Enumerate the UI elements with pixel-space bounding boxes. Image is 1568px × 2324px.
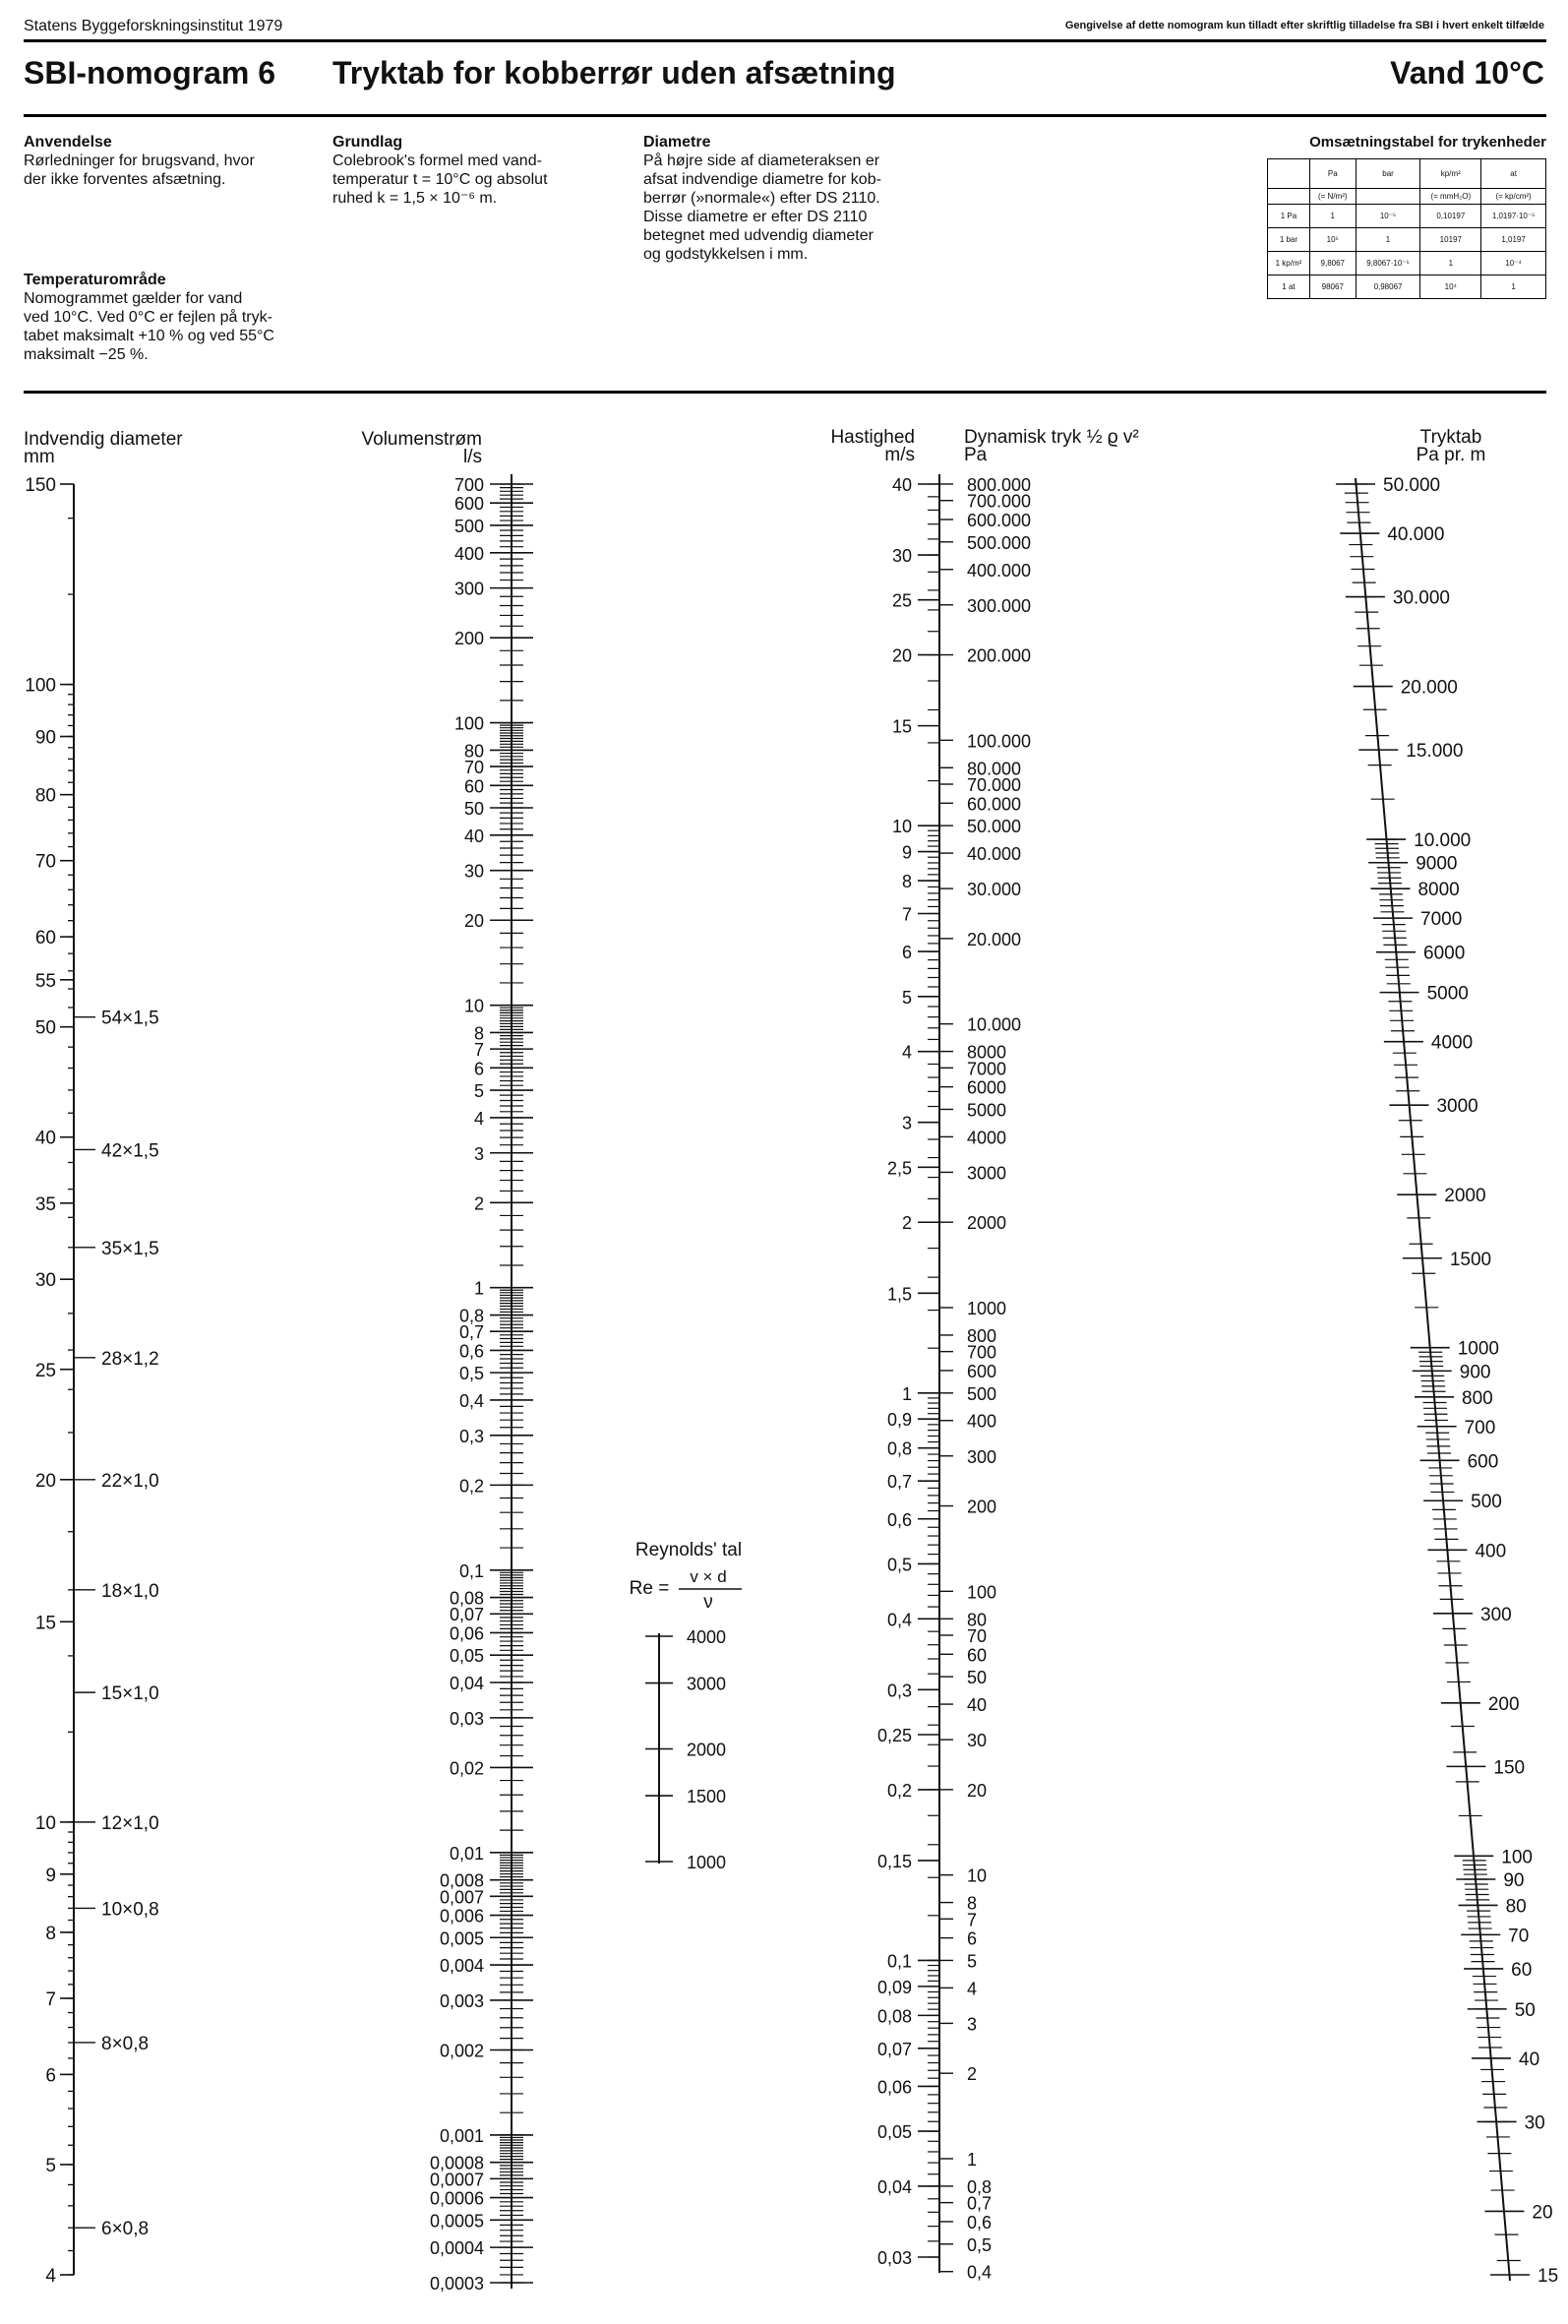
pipe-label: 22×1,0: [101, 1470, 159, 1492]
dynamic-tick-label: 7000: [967, 1059, 1007, 1079]
dynamic-tick-label: 8000: [967, 1042, 1007, 1063]
flow-tick-label: 0,003: [439, 1990, 484, 2011]
loss-tick-label: 90: [1503, 1869, 1525, 1891]
flow-tick-label: 3: [473, 1143, 484, 1164]
section-body: På højre side af diameteraksen er afsat indvendige diametre for kob- berrør (»normale«) efter DS 2110. Disse diametre er efter DS 2110 betegnet med udvendig diameter og godstykkelsen i mm.: [643, 153, 881, 263]
dynamic-tick-label: 4: [967, 1979, 978, 1999]
table-cell: 0,98067: [1356, 275, 1420, 299]
flow-tick-label: 0,06: [449, 1623, 484, 1644]
dynamic-tick-label: 500.000: [967, 532, 1032, 553]
loss-tick-label: 9000: [1416, 853, 1458, 875]
flow-tick-label: 100: [453, 713, 484, 734]
loss-tick-label: 7000: [1420, 909, 1463, 931]
flow-tick-label: 0,03: [449, 1708, 484, 1729]
flow-tick-label: 50: [463, 799, 484, 820]
dynamic-tick-label: 70.000: [967, 775, 1022, 796]
loss-tick-label: 3000: [1436, 1096, 1478, 1118]
loss-tick-label: 50: [1514, 1999, 1536, 2021]
flow-tick-label: 7: [473, 1040, 484, 1061]
diameter-tick-label: 100: [25, 675, 56, 697]
table-cell: (= mmH₂O): [1420, 189, 1481, 205]
loss-axis-unit: Pa pr. m: [1416, 445, 1486, 465]
dynamic-tick-label: 20: [967, 1780, 988, 1801]
loss-tick-label: 10.000: [1414, 830, 1472, 852]
flow-tick-label: 0,005: [439, 1928, 484, 1949]
velocity-tick-label: 1: [901, 1383, 912, 1404]
flow-tick-label: 0,004: [439, 1956, 484, 1977]
dynamic-tick-label: 0,4: [967, 2262, 993, 2283]
diameter-tick-label: 7: [45, 1988, 56, 2010]
diameter-tick-label: 9: [45, 1865, 56, 1886]
flow-tick-label: 10: [463, 996, 484, 1016]
velocity-tick-label: 0,3: [886, 1681, 912, 1701]
flow-tick-label: 0,007: [439, 1887, 484, 1908]
diameter-tick-label: 30: [34, 1270, 56, 1292]
section-title: Grundlag: [332, 134, 403, 151]
table-cell: 1 bar: [1268, 228, 1310, 252]
dynamic-tick-label: 1: [967, 2149, 978, 2170]
dynamic-tick-label: 0,5: [967, 2234, 993, 2255]
flow-tick-label: 20: [463, 911, 484, 932]
dynamic-tick-label: 500: [967, 1383, 997, 1404]
section-body: Rørledninger for brugsvand, hvor der ikke forventes afsætning.: [24, 153, 255, 188]
diameter-tick-label: 80: [34, 785, 56, 807]
reynolds-tick-label: 3000: [687, 1674, 727, 1694]
loss-tick-label: 600: [1467, 1451, 1499, 1473]
table-cell: 98067: [1309, 275, 1356, 299]
flow-tick-label: 2: [473, 1193, 484, 1214]
dynamic-tick-label: 600.000: [967, 510, 1032, 530]
reynolds-tick-label: 1000: [687, 1853, 727, 1872]
velocity-tick-label: 2,5: [886, 1158, 912, 1179]
velocity-tick-label: 0,25: [876, 1726, 912, 1746]
loss-tick-label: 30.000: [1392, 587, 1451, 609]
dynamic-tick-label: 100: [967, 1582, 997, 1603]
velocity-tick-label: 8: [901, 872, 912, 892]
flow-tick-label: 1: [473, 1278, 484, 1299]
table-cell: 1,0197: [1481, 228, 1546, 252]
table-cell: 10⁻⁵: [1356, 205, 1420, 228]
dynamic-tick-label: 10: [967, 1865, 988, 1886]
velocity-tick-label: 0,9: [886, 1410, 912, 1431]
section-title: Temperaturområde: [24, 272, 166, 288]
dynamic-tick-label: 6000: [967, 1077, 1007, 1098]
table-cell: 10⁵: [1309, 228, 1356, 252]
velocity-tick-label: 40: [891, 475, 912, 495]
page-title: Tryktab for kobberrør uden afsætning: [332, 55, 896, 91]
dynamic-tick-label: 80.000: [967, 759, 1022, 779]
velocity-tick-label: 0,15: [876, 1851, 912, 1871]
flow-tick-label: 0,04: [449, 1674, 484, 1694]
table-cell: 1: [1356, 228, 1420, 252]
dynamic-tick-label: 3: [967, 2014, 978, 2035]
velocity-tick-label: 0,6: [886, 1509, 912, 1530]
flow-tick-label: 0,0003: [429, 2274, 484, 2293]
loss-tick-label: 150: [1493, 1757, 1526, 1779]
loss-tick-label: 8000: [1417, 880, 1460, 901]
table-cell: (= kp/cm²): [1481, 189, 1546, 205]
reynolds-tick-label: 2000: [687, 1740, 727, 1760]
table-cell: 1: [1420, 252, 1481, 275]
diameter-tick-label: 15: [34, 1613, 56, 1634]
flow-tick-label: 0,0004: [429, 2238, 484, 2259]
dynamic-tick-label: 0,7: [967, 2193, 993, 2214]
velocity-tick-label: 0,5: [886, 1555, 912, 1575]
table-cell: 1,0197·10⁻⁵: [1481, 205, 1546, 228]
pipe-label: 42×1,5: [101, 1140, 159, 1162]
loss-tick-label: 4000: [1430, 1032, 1474, 1054]
flow-tick-label: 0,07: [449, 1605, 484, 1625]
dynamic-tick-label: 70: [967, 1625, 988, 1646]
diameter-tick-label: 5: [45, 2155, 56, 2176]
loss-tick-label: 15.000: [1406, 741, 1464, 763]
dynamic-tick-label: 800.000: [967, 474, 1032, 495]
loss-tick-label: 70: [1508, 1926, 1530, 1947]
loss-tick-label: 20: [1532, 2202, 1553, 2224]
loss-tick-label: 1500: [1449, 1249, 1492, 1270]
velocity-tick-label: 7: [901, 904, 912, 925]
dynamic-tick-label: 40.000: [967, 844, 1022, 865]
table-cell: 1 at: [1268, 275, 1310, 299]
reynolds-formula-den: ν: [703, 1592, 713, 1613]
dynamic-tick-label: 30: [967, 1731, 988, 1751]
flow-tick-label: 70: [463, 758, 484, 778]
velocity-tick-label: 10: [891, 817, 912, 837]
velocity-tick-label: 0,03: [876, 2248, 912, 2268]
flow-tick-label: 0,008: [439, 1870, 484, 1891]
diameter-tick-label: 70: [34, 851, 56, 873]
flow-tick-label: 0,4: [458, 1390, 484, 1411]
flow-tick-label: 0,7: [458, 1322, 484, 1343]
table-cell: 10⁴: [1420, 275, 1481, 299]
diameter-tick-label: 25: [34, 1360, 56, 1381]
pipe-label: 35×1,5: [101, 1238, 159, 1259]
dynamic-tick-label: 40: [967, 1695, 988, 1716]
diameter-tick-label: 4: [45, 2266, 56, 2287]
dynamic-tick-label: 2000: [967, 1213, 1007, 1234]
flow-tick-label: 400: [453, 543, 484, 564]
flow-tick-label: 0,6: [458, 1341, 484, 1362]
velocity-axis-title: Hastighed: [830, 427, 915, 448]
loss-tick-label: 6000: [1423, 943, 1466, 964]
loss-tick-label: 900: [1459, 1362, 1491, 1383]
section-title: Diametre: [643, 134, 711, 151]
reynolds-title: Reynolds' tal: [634, 1540, 743, 1560]
velocity-tick-label: 0,2: [886, 1780, 912, 1801]
dynamic-tick-label: 700: [967, 1342, 997, 1363]
dynamic-tick-label: 30.000: [967, 880, 1022, 900]
flow-tick-label: 0,02: [449, 1758, 484, 1779]
flow-tick-label: 0,0007: [429, 2170, 484, 2190]
loss-tick-label: 30: [1524, 2112, 1545, 2134]
velocity-tick-label: 0,08: [876, 2006, 912, 2027]
diameter-tick-label: 10: [34, 1812, 56, 1834]
section-title: Anvendelse: [24, 134, 112, 151]
dynamic-tick-label: 300: [967, 1446, 997, 1467]
velocity-tick-label: 3: [901, 1113, 912, 1133]
flow-tick-label: 0,1: [458, 1560, 484, 1581]
pipe-label: 15×1,0: [101, 1683, 159, 1705]
velocity-tick-label: 0,7: [886, 1472, 912, 1493]
diameter-axis-unit: mm: [24, 447, 55, 467]
dynamic-tick-label: 100.000: [967, 731, 1032, 752]
dynamic-tick-label: 400: [967, 1411, 997, 1432]
velocity-tick-label: 0,4: [886, 1610, 912, 1630]
velocity-axis-unit: m/s: [884, 445, 915, 465]
medium-label: Vand 10°C: [1390, 55, 1544, 91]
dynamic-tick-label: 3000: [967, 1163, 1007, 1184]
loss-tick-label: 80: [1505, 1896, 1527, 1918]
velocity-tick-label: 0,05: [876, 2122, 912, 2143]
diameter-tick-label: 60: [34, 928, 56, 949]
velocity-tick-label: 5: [901, 987, 912, 1008]
table-cell: (= N/m²): [1309, 189, 1356, 205]
loss-tick-label: 1000: [1457, 1338, 1499, 1360]
diameter-tick-label: 50: [34, 1017, 56, 1039]
flow-tick-label: 4: [473, 1108, 484, 1129]
dynamic-tick-label: 5000: [967, 1100, 1007, 1121]
pipe-label: 28×1,2: [101, 1348, 159, 1370]
diameter-tick-label: 40: [34, 1128, 56, 1149]
diameter-tick-label: 150: [25, 475, 56, 496]
loss-tick-label: 400: [1475, 1541, 1507, 1562]
velocity-tick-label: 25: [891, 590, 912, 611]
table-cell: Pa: [1309, 159, 1356, 189]
table-cell: 1 Pa: [1268, 205, 1310, 228]
flow-tick-label: 0,001: [439, 2125, 484, 2146]
flow-tick-label: 80: [463, 741, 484, 762]
dynamic-tick-label: 50.000: [967, 817, 1022, 837]
loss-tick-label: 700: [1464, 1417, 1496, 1438]
flow-tick-label: 5: [473, 1081, 484, 1102]
table-cell: 10⁻⁴: [1481, 252, 1546, 275]
reynolds-formula-num: v × d: [690, 1567, 727, 1586]
table-cell: 1: [1481, 275, 1546, 299]
loss-tick-label: 20.000: [1400, 677, 1458, 699]
institute-label: Statens Byggeforskningsinstitut 1979: [24, 18, 283, 34]
flow-tick-label: 0,01: [449, 1843, 484, 1864]
flow-tick-label: 40: [463, 826, 484, 846]
pipe-label: 8×0,8: [101, 2033, 150, 2054]
velocity-tick-label: 30: [891, 546, 912, 567]
flow-tick-label: 0,05: [449, 1646, 484, 1667]
dynamic-tick-label: 800: [967, 1325, 997, 1346]
nomogram-id: SBI-nomogram 6: [24, 55, 276, 91]
diameter-tick-label: 35: [34, 1193, 56, 1215]
loss-tick-label: 60: [1511, 1959, 1533, 1981]
velocity-tick-label: 20: [891, 645, 912, 666]
table-cell: 1 kp/m²: [1268, 252, 1310, 275]
dynamic-tick-label: 60.000: [967, 794, 1022, 815]
loss-tick-label: 40.000: [1387, 524, 1445, 546]
table-cell: kp/m²: [1420, 159, 1481, 189]
flow-tick-label: 0,0008: [429, 2153, 484, 2173]
dynamic-tick-label: 20.000: [967, 929, 1022, 949]
flow-tick-label: 6: [473, 1059, 484, 1079]
pipe-label: 54×1,5: [101, 1008, 159, 1029]
flow-axis-unit: l/s: [463, 447, 482, 467]
diameter-tick-label: 55: [34, 970, 56, 992]
loss-tick-label: 2000: [1444, 1186, 1486, 1207]
flow-tick-label: 0,08: [449, 1588, 484, 1609]
diameter-tick-label: 20: [34, 1470, 56, 1492]
flow-tick-label: 0,002: [439, 2041, 484, 2061]
dynamic-tick-label: 7: [967, 1910, 978, 1930]
flow-axis-title: Volumenstrøm: [361, 429, 482, 450]
loss-tick-label: 50.000: [1383, 475, 1441, 496]
diameter-tick-label: 6: [45, 2065, 56, 2087]
loss-axis-title: Tryktab: [1419, 427, 1482, 448]
diameter-tick-label: 90: [34, 727, 56, 749]
flow-tick-label: 700: [453, 475, 484, 495]
diameter-tick-label: 8: [45, 1923, 56, 1944]
table-cell: 10197: [1420, 228, 1481, 252]
pipe-label: 6×0,8: [101, 2219, 150, 2240]
flow-tick-label: 0,3: [458, 1426, 484, 1446]
flow-tick-label: 500: [453, 516, 484, 536]
dynamic-tick-label: 2: [967, 2064, 978, 2085]
table-cell: 9,8067: [1309, 252, 1356, 275]
loss-tick-label: 200: [1487, 1693, 1520, 1715]
velocity-tick-label: 9: [901, 842, 912, 863]
section-body: Nomogrammet gælder for vand ved 10°C. Ved 0°C er fejlen på tryk- tabet maksimalt +10 % og ved 55°C maksimalt −25 %.: [24, 290, 274, 363]
reynolds-tick-label: 4000: [687, 1627, 727, 1647]
loss-tick-label: 300: [1480, 1604, 1512, 1625]
flow-tick-label: 600: [453, 494, 484, 515]
table-cell: bar: [1356, 159, 1420, 189]
dynamic-tick-label: 200: [967, 1497, 997, 1517]
velocity-tick-label: 6: [901, 943, 912, 963]
dynamic-tick-label: 600: [967, 1361, 997, 1381]
flow-tick-label: 8: [473, 1023, 484, 1044]
velocity-tick-label: 0,06: [876, 2077, 912, 2098]
pipe-label: 10×0,8: [101, 1899, 159, 1921]
velocity-tick-label: 0,07: [876, 2039, 912, 2059]
velocity-tick-label: 0,8: [886, 1438, 912, 1459]
loss-tick-label: 500: [1471, 1492, 1502, 1513]
dynamic-tick-label: 8: [967, 1893, 978, 1914]
loss-tick-label: 800: [1462, 1387, 1493, 1409]
velocity-tick-label: 1,5: [886, 1284, 912, 1305]
flow-tick-label: 0,0005: [429, 2211, 484, 2232]
velocity-tick-label: 15: [891, 716, 912, 737]
velocity-tick-label: 0,1: [886, 1951, 912, 1972]
flow-tick-label: 0,5: [458, 1364, 484, 1384]
dynamic-tick-label: 4000: [967, 1128, 1007, 1148]
flow-tick-label: 0,006: [439, 1906, 484, 1926]
pipe-label: 18×1,0: [101, 1580, 159, 1602]
velocity-tick-label: 2: [901, 1213, 912, 1234]
dynamic-tick-label: 1000: [967, 1298, 1007, 1318]
dynamic-tick-label: 5: [967, 1951, 978, 1972]
table-cell: at: [1481, 159, 1546, 189]
velocity-tick-label: 0,04: [876, 2176, 912, 2197]
flow-tick-label: 30: [463, 861, 484, 882]
table-cell: 0,10197: [1420, 205, 1481, 228]
table-cell: 1: [1309, 205, 1356, 228]
loss-tick-label: 5000: [1426, 983, 1469, 1005]
loss-tick-label: 15: [1538, 2266, 1559, 2287]
dynamic-tick-label: 700.000: [967, 491, 1032, 512]
dynamic-axis-title: Dynamisk tryk ½ ϱ v²: [964, 427, 1139, 448]
dynamic-tick-label: 200.000: [967, 645, 1032, 666]
dynamic-axis-unit: Pa: [964, 445, 988, 465]
section-body: Colebrook's formel med vand- temperatur t = 10°C og absolut ruhed k = 1,5 × 10⁻⁶ m.: [332, 153, 548, 207]
dynamic-tick-label: 300.000: [967, 595, 1032, 616]
flow-tick-label: 60: [463, 776, 484, 797]
dynamic-tick-label: 80: [967, 1610, 988, 1630]
flow-tick-label: 0,0006: [429, 2188, 484, 2209]
pipe-label: 12×1,0: [101, 1812, 159, 1834]
dynamic-tick-label: 6: [967, 1928, 978, 1949]
copyright-notice: Gengivelse af dette nomogram kun tilladt efter skriftlig tilladelse fra SBI i hvert enkelt tilfælde: [1064, 20, 1544, 31]
velocity-tick-label: 4: [901, 1042, 912, 1063]
dynamic-tick-label: 0,8: [967, 2176, 993, 2197]
diameter-axis-title: Indvendig diameter: [24, 429, 183, 450]
flow-tick-label: 0,8: [458, 1306, 484, 1326]
reynolds-tick-label: 1500: [687, 1787, 727, 1807]
dynamic-tick-label: 0,6: [967, 2212, 993, 2232]
table-cell: 9,8067·10⁻⁵: [1356, 252, 1420, 275]
dynamic-tick-label: 60: [967, 1645, 988, 1666]
reynolds-formula-lhs: Re =: [629, 1578, 670, 1599]
dynamic-tick-label: 50: [967, 1668, 988, 1688]
flow-tick-label: 200: [453, 629, 484, 649]
velocity-tick-label: 0,09: [876, 1977, 912, 1997]
loss-tick-label: 40: [1519, 2049, 1540, 2070]
loss-tick-label: 100: [1501, 1847, 1533, 1868]
flow-tick-label: 0,2: [458, 1476, 484, 1497]
conversion-table-title: Omsætningstabel for trykenheder: [1309, 134, 1546, 151]
dynamic-tick-label: 10.000: [967, 1014, 1022, 1035]
dynamic-tick-label: 400.000: [967, 560, 1032, 581]
flow-tick-label: 300: [453, 579, 484, 599]
